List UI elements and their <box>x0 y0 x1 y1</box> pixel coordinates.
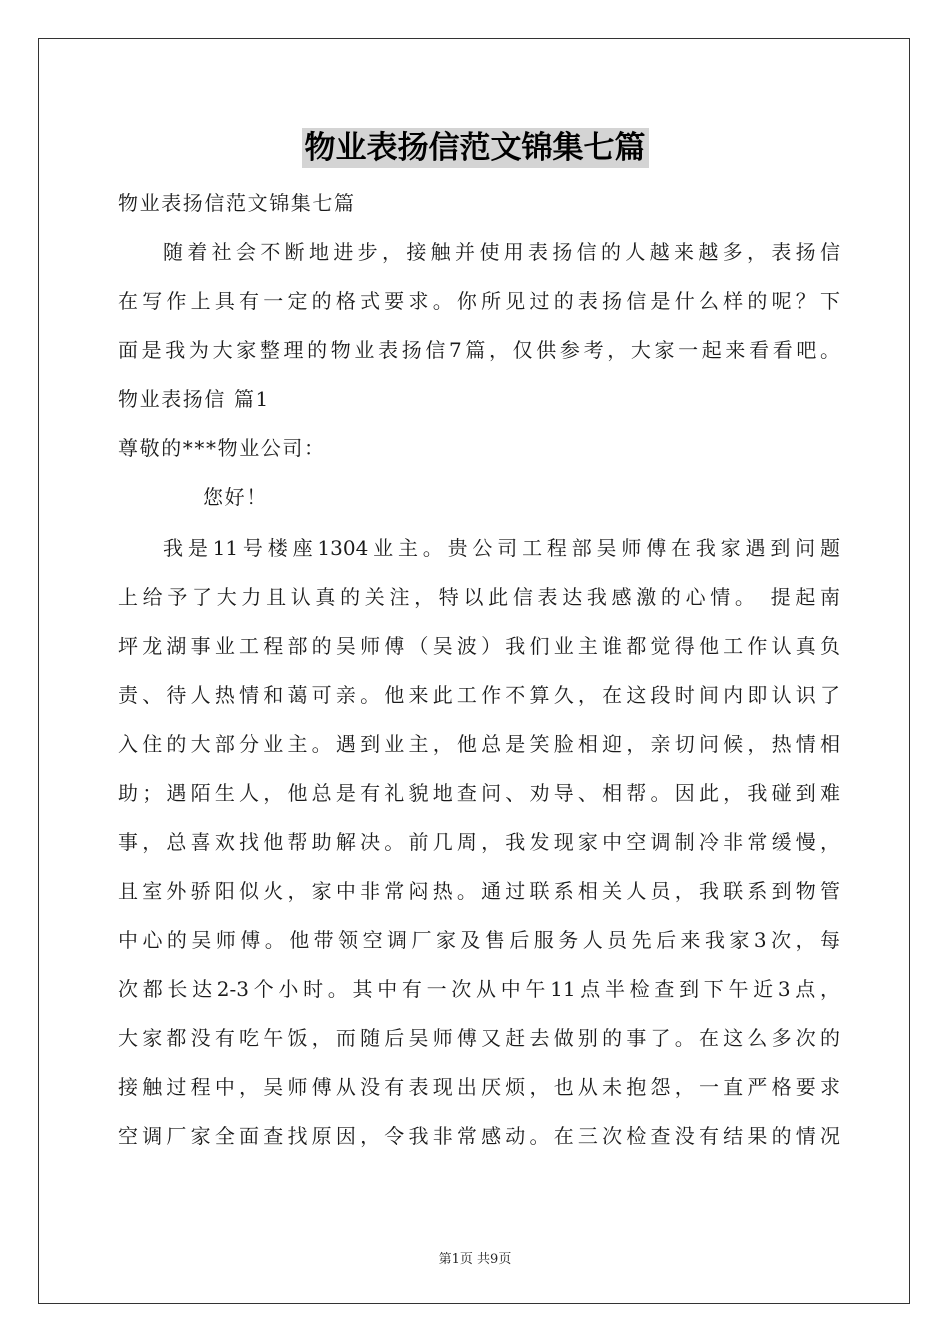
intro-line: 面是我为大家整理的物业表扬信7篇，仅供参考，大家一起来看看吧。 <box>118 338 840 362</box>
letter-line: 上给予了大力且认真的关注，特以此信表达我感激的心情。 提起南 <box>118 585 840 609</box>
letter-line: 坪龙湖事业工程部的吴师傅（吴波）我们业主谁都觉得他工作认真负 <box>118 634 840 658</box>
intro-line: 随着社会不断地进步，接触并使用表扬信的人越来越多，表扬信 <box>163 240 840 264</box>
letter-line: 大家都没有吃午饭，而随后吴师傅又赶去做别的事了。在这么多次的 <box>118 1026 840 1050</box>
document-subtitle: 物业表扬信范文锦集七篇 <box>118 191 356 215</box>
letter-line: 接触过程中，吴师傅从没有表现出厌烦，也从未抱怨，一直严格要求 <box>118 1075 840 1099</box>
letter-line: 事，总喜欢找他帮助解决。前几周，我发现家中空调制冷非常缓慢， <box>118 830 840 854</box>
letter-greeting: 您好！ <box>203 485 268 509</box>
letter-line: 中心的吴师傅。他带领空调厂家及售后服务人员先后来我家3次，每 <box>118 928 840 952</box>
document-title-text: 物业表扬信范文锦集七篇 <box>302 128 649 168</box>
letter-line: 责、待人热情和蔼可亲。他来此工作不算久，在这段时间内即认识了 <box>118 683 840 707</box>
letter-line: 次都长达2-3个小时。其中有一次从中午11点半检查到下午近3点， <box>118 977 840 1001</box>
intro-line: 在写作上具有一定的格式要求。你所见过的表扬信是什么样的呢？下 <box>118 289 840 313</box>
letter-salutation: 尊敬的***物业公司： <box>118 436 326 460</box>
document-body <box>118 179 840 1161</box>
document-title <box>0 128 950 168</box>
page-number: 第1页 共9页 <box>438 1252 512 1267</box>
section-heading: 物业表扬信 篇1 <box>118 387 270 411</box>
letter-line: 入住的大部分业主。遇到业主，他总是笑脸相迎，亲切问候，热情相 <box>118 732 840 756</box>
letter-line: 我是11号楼座1304业主。贵公司工程部吴师傅在我家遇到问题 <box>163 536 840 560</box>
letter-line: 助；遇陌生人，他总是有礼貌地查问、劝导、相帮。因此，我碰到难 <box>118 781 840 805</box>
letter-line: 空调厂家全面查找原因，令我非常感动。在三次检查没有结果的情况 <box>118 1124 840 1148</box>
letter-line: 且室外骄阳似火，家中非常闷热。通过联系相关人员，我联系到物管 <box>118 879 840 903</box>
